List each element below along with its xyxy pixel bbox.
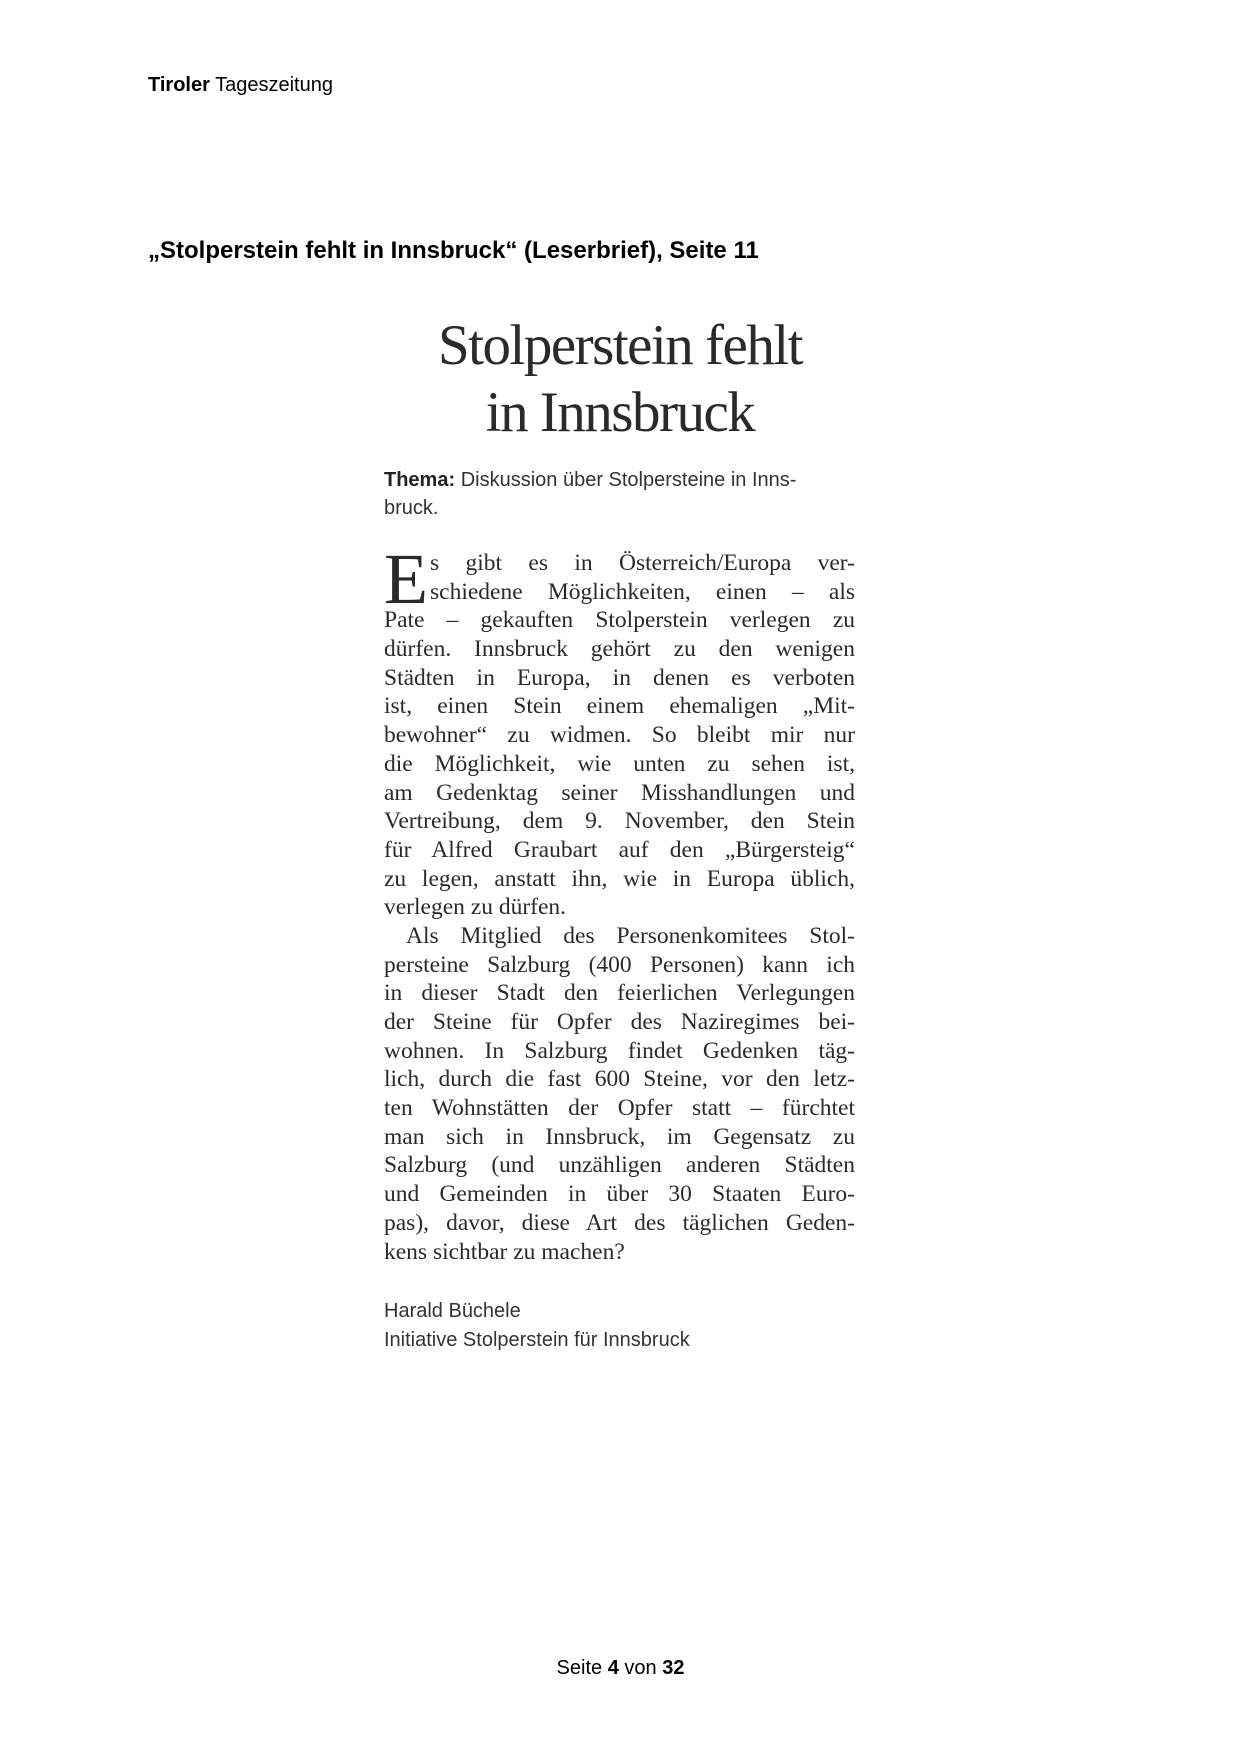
body-line: zu legen, anstatt ihn, wie in Europa üblich, [384,865,855,892]
footer-prefix: Seite [556,1657,603,1679]
article-headline [360,312,880,446]
body-line: s gibt es in Österreich/Europa ver- [430,550,855,576]
page-total: 32 [662,1657,685,1679]
drop-cap: E [384,539,428,619]
topic-label: Thema: [384,469,456,491]
body-line: Salzburg (und unzähligen anderen Städten [384,1152,855,1179]
article-topic [384,466,859,522]
page-number: 4 [607,1657,619,1679]
body-line: Städten in Europa, in denen es verboten [384,664,855,691]
brand-regular: Tageszeitung [215,74,333,96]
body-line: pas), davor, diese Art des täglichen Geden- [384,1209,855,1236]
page-footer [0,1657,1241,1680]
body-line: ten Wohnstätten der Opfer statt – fürchtet [384,1095,855,1122]
body-line: und Gemeinden in über 30 Staaten Euro- [384,1181,855,1208]
body-line: Als Mitglied des Personenkomitees Stol- [406,922,855,949]
topic-text: Diskussion über Stolpersteine in Inns- [460,469,797,491]
body-line: wohnen. In Salzburg findet Gedenken täg- [384,1037,855,1064]
topic-text-cont: bruck. [384,497,439,519]
headline-line: in Innsbruck [485,381,755,444]
body-line: Vertreibung, dem 9. November, den Stein [384,808,855,835]
body-line: die Möglichkeit, wie unten zu sehen ist, [384,750,855,777]
body-line: bewohner“ zu widmen. So bleibt mir nur [384,722,855,749]
body-line: in dieser Stadt den feierlichen Verlegungen [384,980,855,1007]
body-line: persteine Salzburg (400 Personen) kann ich [384,951,855,978]
brand-bold: Tiroler [148,74,210,96]
body-line: für Alfred Graubart auf den „Bürgersteig“ [384,836,855,863]
body-line: verlegen zu dürfen. [384,894,567,921]
author-name: Harald Büchele [384,1300,521,1322]
body-line: man sich in Innsbruck, im Gegensatz zu [384,1123,855,1150]
article-body [384,539,855,1266]
author-organization: Initiative Stolperstein für Innsbruck [384,1329,690,1351]
body-line: lich, durch die fast 600 Steine, vor den letz- [384,1066,855,1093]
body-line: am Gedenktag seiner Misshandlungen und [384,779,855,806]
body-line: Pate – gekauften Stolperstein verlegen zu [384,607,855,634]
body-line: der Steine für Opfer des Naziregimes bei- [384,1009,855,1035]
clipping-title: „Stolperstein fehlt in Innsbruck“ (Leserbrief), Seite 11 [148,237,759,264]
headline-line: Stolperstein fehlt [437,314,802,377]
body-line: schiedene Möglichkeiten, einen – als [430,578,855,605]
footer-mid: von [624,1657,657,1679]
body-line: ist, einen Stein einem ehemaligen „Mit- [384,693,855,720]
body-line: kens sichtbar zu machen? [384,1238,625,1265]
body-line: dürfen. Innsbruck gehört zu den wenigen [384,636,855,663]
newspaper-name [148,74,333,97]
signature [384,1297,690,1355]
